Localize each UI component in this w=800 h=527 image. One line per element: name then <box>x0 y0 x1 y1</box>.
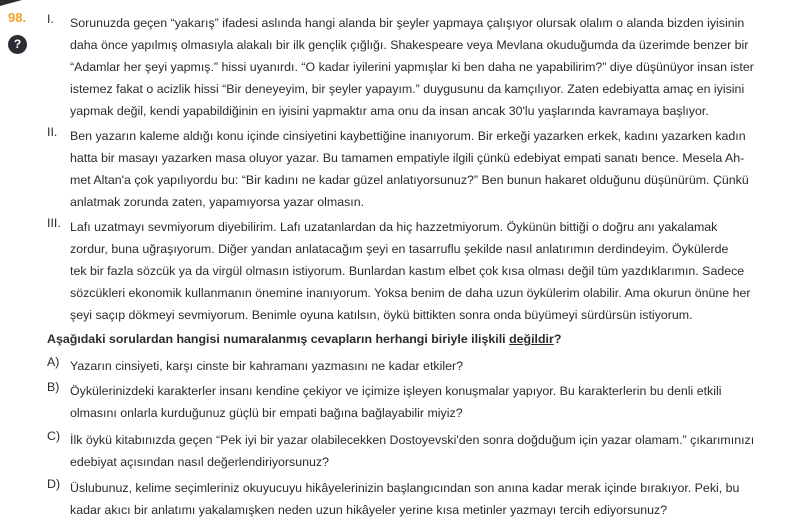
page-corner-decoration <box>0 0 22 6</box>
option-d[interactable] <box>47 477 777 521</box>
stem-underlined-word: değildir <box>509 332 554 346</box>
paragraph-line: hatta bir masayı yazarken masa oluyor yazar. Bu tamamen empatiyle ilgili çünkü edebiyat empati sanatı bence. Mesela Ah- <box>70 151 745 165</box>
question-number: 98. <box>8 10 27 25</box>
option-line: edebiyat açısından nasıl değerlendiriyorsunuz? <box>70 455 329 469</box>
help-icon[interactable]: ? <box>8 35 27 54</box>
paragraph-line: daha önce yapılmış olmasıyla alakalı bir ilk gençlik çığlığı. Shakespeare veya Mevlana okuduğumda da üzerimde benzer bir <box>70 38 749 52</box>
paragraph-line: şeyi saçıp dökmeyi sevmiyorum. Benimle oyuna katılsın, öykü bittikten sonra onda büyümeyi sürdürsün istiyorum. <box>70 308 693 322</box>
option-c[interactable] <box>47 429 777 473</box>
paragraph-line: Ben yazarın kaleme aldığı konu içinde cinsiyetini kaybettiğine inanıyorum. Bir erkeği yazarken erkek, kadını yazarken kadın <box>70 129 746 143</box>
paragraph-label: I. <box>47 12 54 26</box>
option-label: C) <box>47 429 61 443</box>
paragraph-line: “Adamlar her şeyi yapmış.” hissi uyanırdı. “O kadar iyilerini yapmışlar ki ben daha ne yapabilirim?” diye düşünüyor insan ister <box>70 60 754 74</box>
paragraph-line: met Altan'a çok yapılıyordu bu: “Bir kadını ne kadar güzel anlatıyorsunuz?” Ben bunun hakaret olduğunu düşünürüm. Çünkü <box>70 173 749 187</box>
question-stem <box>47 329 561 349</box>
paragraph-line: zordur, buna uğraşıyorum. Diğer yandan anlatacağım şeyi en tasarruflu şekilde nasıl anlatırımın derdindeyim. Öykülerde <box>70 242 729 256</box>
stem-question-mark: ? <box>553 332 562 346</box>
option-line: Yazarın cinsiyeti, karşı cinste bir kahramanı yazmasını ne kadar etkiler? <box>70 359 463 373</box>
option-line: İlk öykü kitabınızda geçen “Pek iyi bir yazar olabilecekken Dostoyevski'den sonra doğduğum için yazar olamam.” çıkarımınızı <box>70 433 755 447</box>
stem-text: Aşağıdaki sorulardan hangisi numaralanmış cevapların herhangi biriyle ilişkili <box>47 332 510 346</box>
option-line: Üslubunuz, kelime seçimleriniz okuyucuyu hikâyelerinizin başlangıcından son anına kadar merak içinde bırakıyor. Peki, bu <box>70 481 740 495</box>
paragraph-1 <box>47 12 777 122</box>
paragraph-label: III. <box>47 216 61 230</box>
paragraph-label: II. <box>47 125 58 139</box>
paragraph-line: Lafı uzatmayı sevmiyorum diyebilirim. Lafı uzatanlardan da hiç hazzetmiyorum. Öykünün bittiği o doğru anı yakalamak <box>70 220 718 234</box>
paragraph-line: yapmak değil, kendi yapabildiğinin en iyisini yapmaktır ama onu da insan ancak 30'lu yaşlarında kavramaya başlıyor. <box>70 104 709 118</box>
paragraph-line: anlatmak zorunda zaten, yapamıyorsa yazar olmasın. <box>70 195 365 209</box>
paragraph-line: Sorunuzda geçen “yakarış” ifadesi aslında hangi alanda bir şeyler yapmaya çalışıyor olursak olalım o alanda bizden iyisinin <box>70 16 745 30</box>
paragraph-2 <box>47 125 777 213</box>
option-line: olmasını onlarla kurduğunuz güçlü bir empati bağına bağlayabilir miyiz? <box>70 406 463 420</box>
paragraph-3 <box>47 216 777 326</box>
option-label: A) <box>47 355 60 369</box>
option-line: kadar akıcı bir anlatımı yakalamışken neden uzun hikâyeler yerine kısa metinler yazmayı tercih ediyorsunuz? <box>70 503 668 517</box>
paragraph-line: sözcükleri ekonomik kullanmanın önemine inanıyorum. Yoksa benim de daha uzun öykülerim olabilir. Ama okurun önüne her <box>70 286 751 300</box>
option-b[interactable] <box>47 380 777 424</box>
option-label: B) <box>47 380 60 394</box>
paragraph-line: istemez fakat o acizlik hissi “Bir deneyeyim, bir şeyler yapayım.” duygusunu da kamçılıyor. Zaten edebiyatta amaç en iyisini <box>70 82 745 96</box>
option-line: Öykülerinizdeki karakterler insanı kendine çekiyor ve içimize işleyen konuşmalar yapıyor. Bu karakterlerin bu denli etkili <box>70 384 722 398</box>
option-a[interactable] <box>47 355 777 377</box>
paragraph-line: tek bir fazla sözcük ya da virgül olmasın istiyorum. Bunlardan kastım elbet çok kısa olması değil tüm yazdıklarımın. Sadece <box>70 264 745 278</box>
option-label: D) <box>47 477 61 491</box>
